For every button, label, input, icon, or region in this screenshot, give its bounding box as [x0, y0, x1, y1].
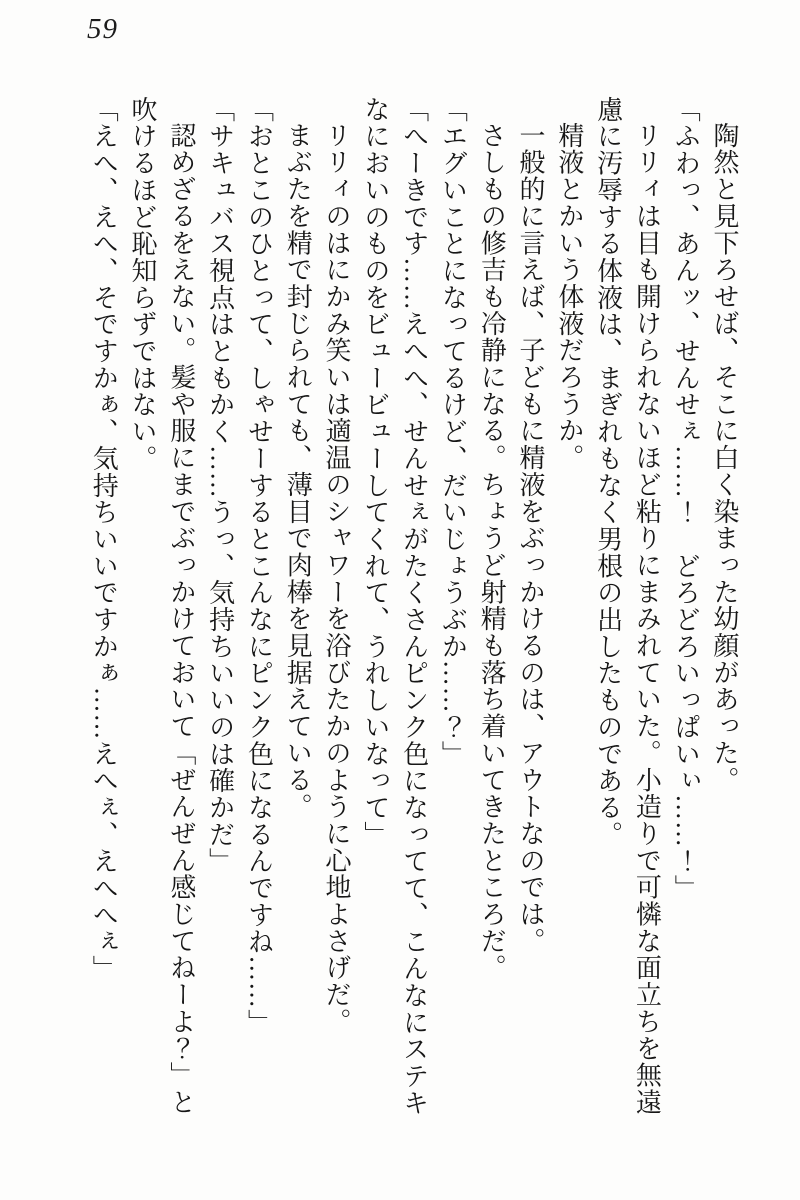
paragraph-14: 「えへ、えへ、そですかぁ、気持ちいいですかぁ……えへぇ、えへへぇ」 — [89, 96, 119, 983]
paragraph-13: 認めざるをえない。髪や服にまでぶっかけておいて「ぜんぜん感じてねーよ？」と吹けるほど恥知らずではない。 — [128, 96, 196, 1116]
paragraph-12: 「サキュバス視点はともかく……うっ、気持ちいいのは確かだ」 — [205, 96, 235, 875]
paragraph-10: まぶたを精で封じられても、薄目で肉棒を見据えている。 — [283, 122, 313, 821]
paragraph-1: 陶然と見下ろせば、そこに白く染まった幼顔があった。 — [710, 122, 739, 794]
paragraph-4: 精液とかいう体液だろうか。 — [554, 122, 584, 472]
paragraph-6: さしもの修吉も冷静になる。ちょうど射精も落ち着いてきたところだ。 — [477, 122, 507, 982]
paragraph-11: 「おとこのひとって、しゃせーするとこんなにピンク色になるんですね……」 — [244, 96, 274, 1036]
paragraph-7: 「エグいことになってるけど、だいじょうぶか……？」 — [438, 96, 468, 768]
page-number: 59 — [87, 13, 118, 45]
paragraph-2: 「ふわっ、あんッ、せんせぇ……！ どろどろいっぱいぃ……！」 — [671, 96, 701, 902]
text-block — [83, 96, 743, 1118]
paragraph-3: リリィは目も開けられないほど粘りにまみれていた。小造りで可憐な面立ちを無遠慮に汚辱する体液は、まぎれもなく男根の出したものである。 — [593, 96, 662, 1116]
paragraph-9: リリィのはにかみ笑いは適温のシャワーを浴びたかのように心地よさげだ。 — [322, 122, 352, 1035]
paragraph-8: 「へーきです……えへへ、せんせぇがたくさんピンク色になってて、こんなにステキなにおいのものをビュービューしてくれて、うれしいなって」 — [360, 96, 429, 1117]
paragraph-5: 一般的に言えば、子どもに精液をぶっかけるのは、アウトなのでは。 — [516, 122, 546, 955]
